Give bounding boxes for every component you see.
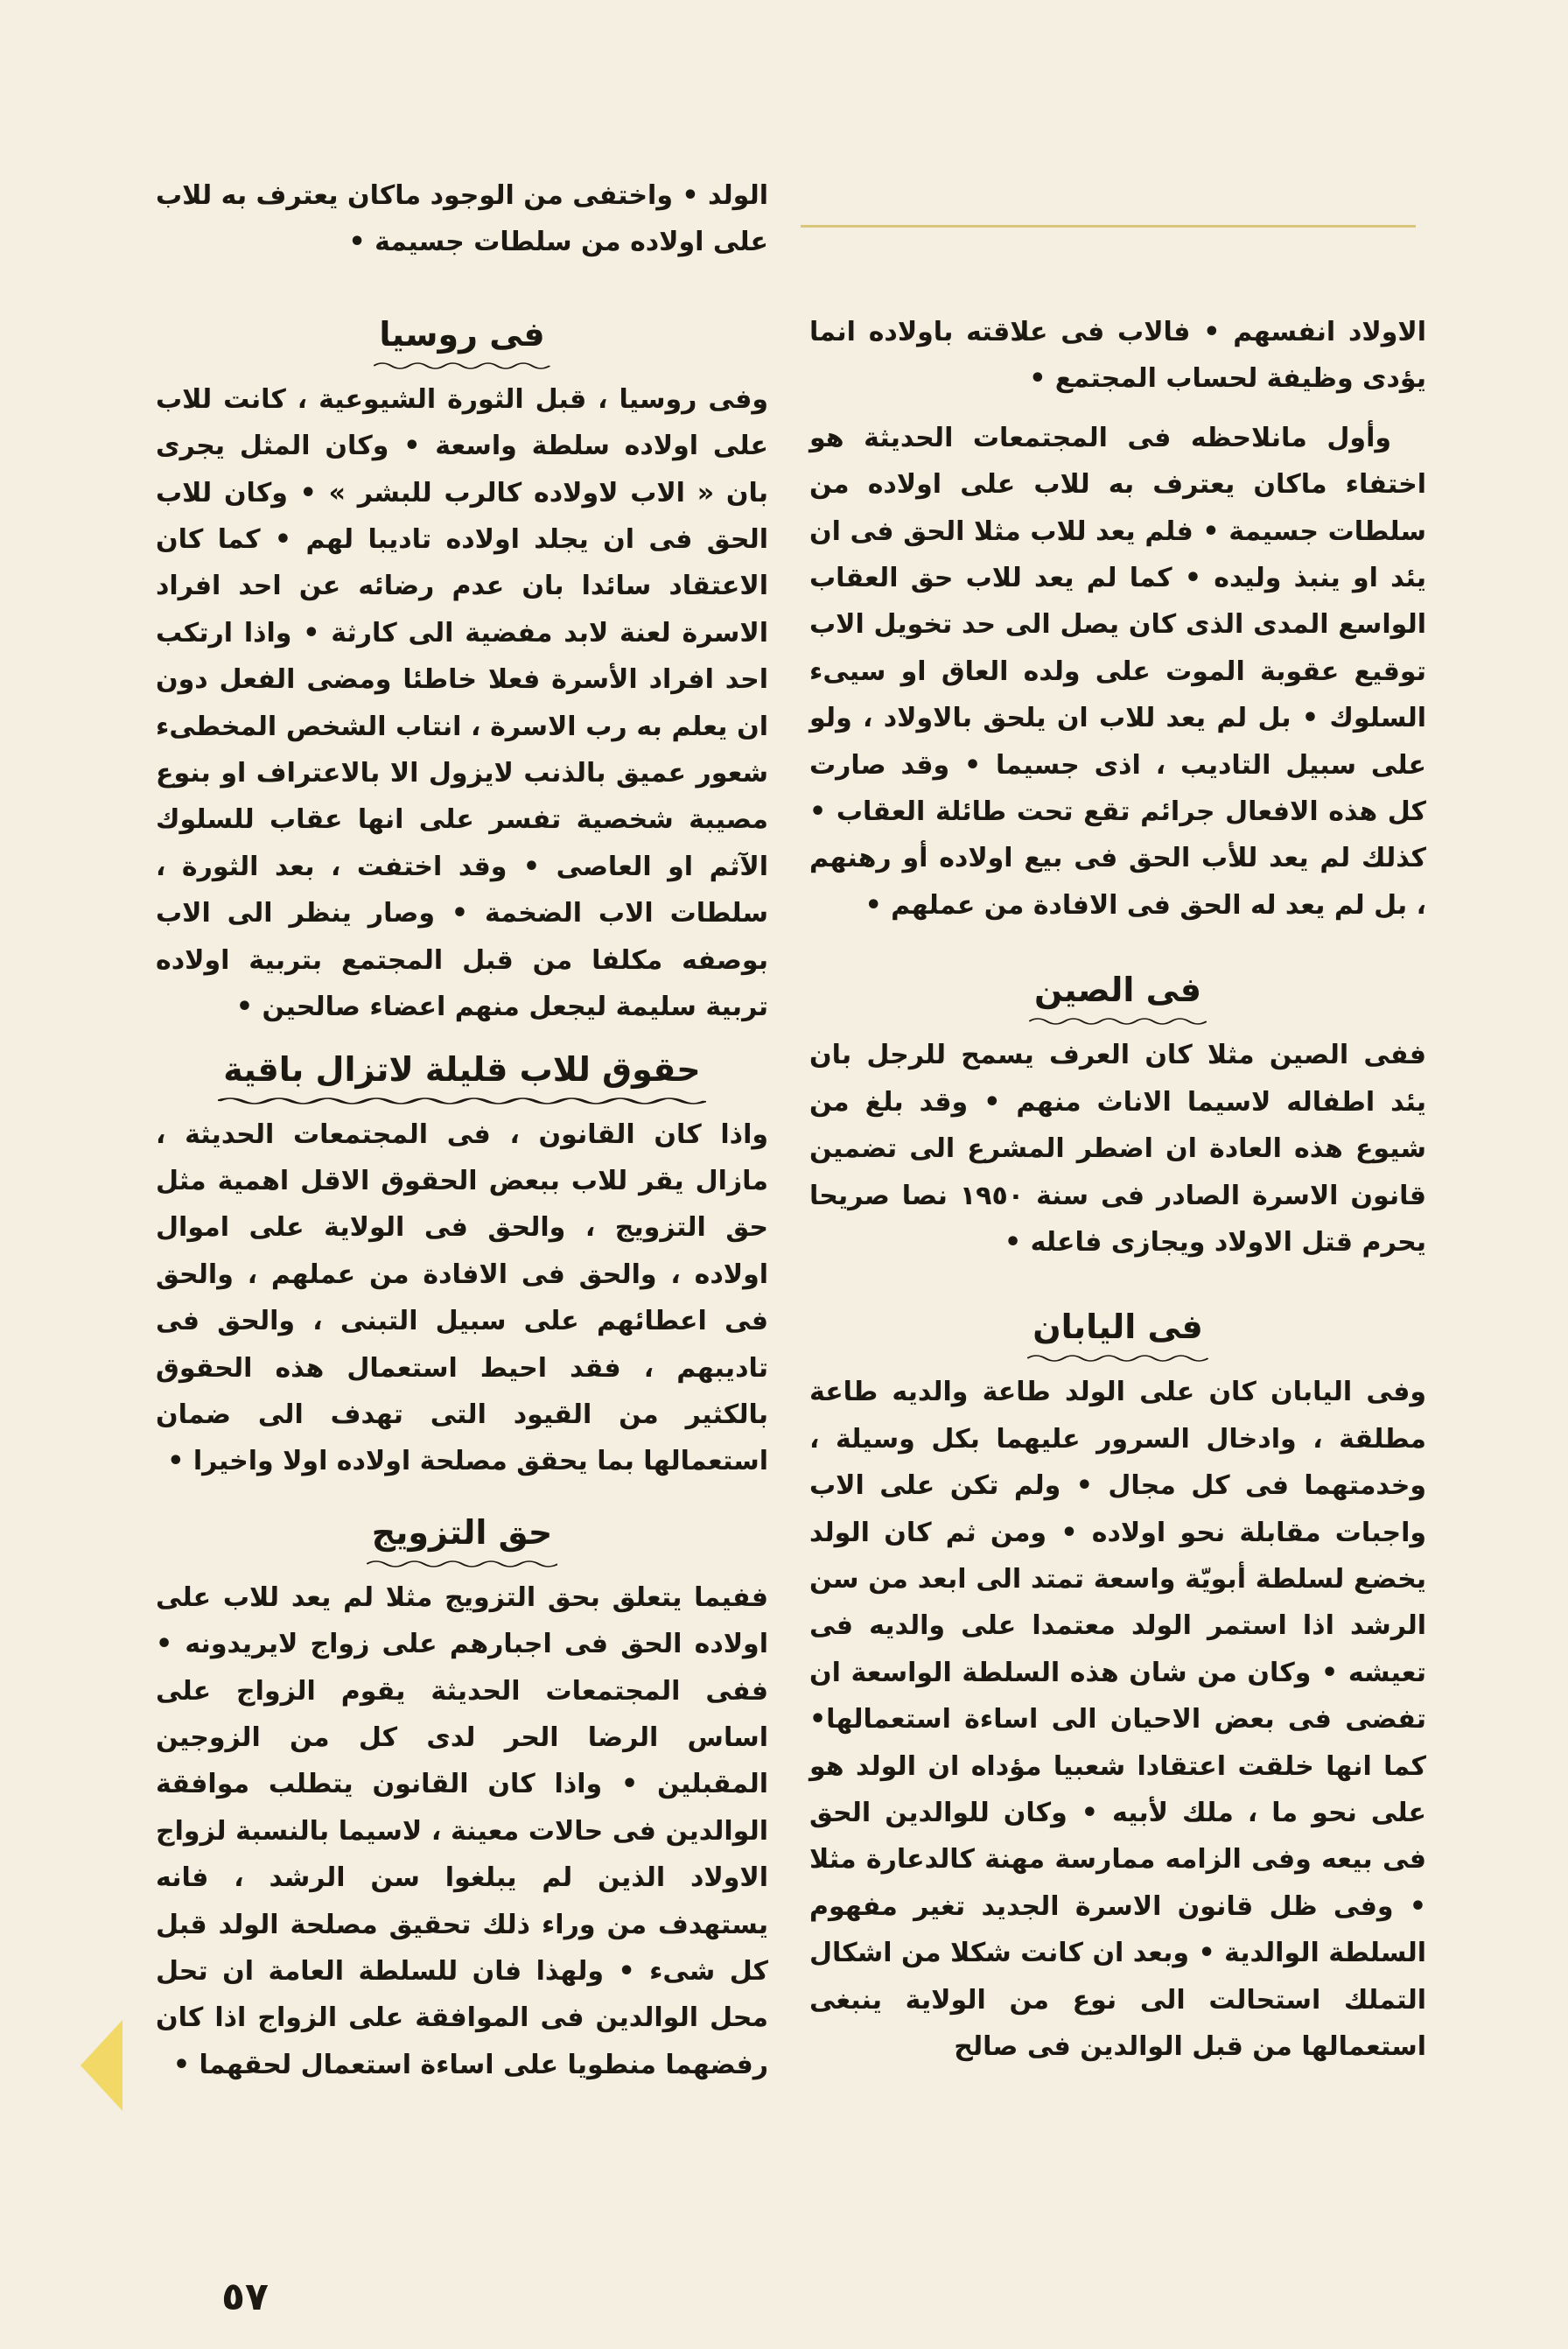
section-body: وفى اليابان كان على الولد طاعة والديه طاعة مطلقة ، وادخال السرور عليهما بكل وسيلة ، وخدمتهما فى كل مجال • ولم تكن على الاب واجبات مقابلة نحو اولاده • ومن ثم كان الولد يخضع لسلطة أبويّة واسعة تمتد الى ابعد من سن الرشد اذا استمر الولد معتمدا على والديه فى تعيشه • وكان من شان هذه السلطة الواسعة ان تفضى فى بعض الاحيان الى اساءة استعمالها• كما انها خلقت اعتقادا شعبيا مؤداه ان الولد هو على نحو ما ، ملك لأبيه • وكان للوالدين الحق فى بيعه وفى الزامه ممارسة مهنة كالدعارة مثلا • وفى ظل قانون الاسرة الجديد تغير مفهوم السلطة الوالدية • وبعد ان كانت شكلا من اشكال التملك استحالت الى نوع من الولاية ينبغى استعمالها من قبل الوالدين فى صالح (809, 1377, 1426, 2062)
left-column (156, 172, 768, 2088)
section-china (809, 964, 1426, 1266)
section-russia (156, 308, 768, 1031)
section-marriage-right (156, 1506, 768, 2088)
page-number: ٥٧ (221, 2275, 269, 2319)
section-heading: فى روسيا (156, 308, 768, 369)
right-intro-paragraph: الاولاد انفسهم • فالاب فى علاقته باولاده انما يؤدى وظيفة لحساب المجتمع • (809, 317, 1426, 395)
decorative-top-rule (801, 225, 1416, 228)
section-body: ففيما يتعلق بحق التزويج مثلا لم يعد للاب على اولاده الحق فى اجبارهم على زواج لايريدونه • ففى المجتمعات الحديثة يقوم الزواج على اساس الرضا الحر لدى كل من الزوجين المقبلين • واذا كان القانون يتطلب موافقة الوالدين فى حالات معينة ، لاسيما بالنسبة لزواج الاولاد الذين لم يبلغوا سن الرشد ، فانه يستهدف من وراء ذلك تحقيق مصلحة الولد قبل كل شىء • ولهذا فان للسلطة العامة ان تحل محل الوالدين فى الموافقة على الزواج اذا كان رفضهما منطويا على اساءة استعمال لحقهما • (156, 1581, 768, 2080)
left-intro-paragraph: الولد • واختفى من الوجود ماكان يعترف به للاب على اولاده من سلطات جسيمة • (156, 180, 768, 258)
right-main-paragraph: وأول مانلاحظه فى المجتمعات الحديثة هو اختفاء ماكان يعترف به للاب على اولاده من سلطات جسيمة • فلم يعد للاب مثلا الحق فى ان يئد او ينبذ وليده • كما لم يعد للاب حق العقاب الواسع المدى الذى كان يصل الى حد تخويل الاب توقيع عقوبة الموت على ولده العاق او سيىء السلوك • بل لم يعد للاب ان يلحق بالاولاد ، ولو على سبيل التاديب ، اذى جسيما • وقد صارت كل هذه الافعال جرائم تقع تحت طائلة العقاب • كذلك لم يعد للأب الحق فى بيع اولاده أو رهنهم ، بل لم يعد له الحق فى الافادة من عملهم • (809, 422, 1426, 921)
section-body: ففى الصين مثلا كان العرف يسمح للرجل بان يئد اطفاله لاسيما الاناث منهم • وقد بلغ من شيوع هذه العادة ان اضطر المشرع الى تضمين قانون الاسرة الصادر فى سنة ١٩٥٠ نصا صريحا يحرم قتل الاولاد ويجازى فاعله • (809, 1040, 1427, 1258)
section-heading: فى اليابان (809, 1301, 1426, 1362)
section-heading: حق التزويج (156, 1506, 768, 1567)
section-heading: حقوق للاب قليلة لاتزال باقية (156, 1043, 768, 1104)
section-heading: فى الصين (809, 964, 1426, 1025)
section-body: وفى روسيا ، قبل الثورة الشيوعية ، كانت للاب على اولاده سلطة واسعة • وكان المثل يجرى بان « الاب لاولاده كالرب للبشر » • وكان للاب الحق فى ان يجلد اولاده تاديبا لهم • كما كان الاعتقاد سائدا بان عدم رضائه عن احد افراد الاسرة لعنة لابد مفضية الى كارثة • واذا ارتكب احد افراد الأسرة فعلا خاطئا ومضى الفعل دون ان يعلم به رب الاسرة ، انتاب الشخص المخطىء شعور عميق بالذنب لايزول الا بالاعتراف او بنوع مصيبة شخصية تفسر على انها عقاب للسلوك الآثم او العاصى • وقد اختفت ، بعد الثورة ، سلطات الاب الضخمة • وصار ينظر الى الاب بوصفه مكلفا من قبل المجتمع بتربية اولاده تربية سليمة ليجعل منهم اعضاء صالحين • (156, 383, 768, 1023)
section-japan (809, 1301, 1426, 2070)
page-turn-triangle-icon[interactable] (80, 2020, 122, 2111)
section-body: واذا كان القانون ، فى المجتمعات الحديثة ، مازال يقر للاب ببعض الحقوق الاقل اهمية مثل حق التزويج ، والحق فى الولاية على اموال اولاده ، والحق فى الافادة من عملهم ، والحق فى اعطائهم على سبيل التبنى ، والحق فى تاديبهم ، فقد احيط استعمال هذه الحقوق بالكثير من القيود التى تهدف الى ضمان استعمالها بما يحقق مصلحة اولاده اولا واخيرا • (156, 1118, 768, 1477)
right-column (809, 309, 1426, 2070)
section-remaining-rights (156, 1043, 768, 1485)
